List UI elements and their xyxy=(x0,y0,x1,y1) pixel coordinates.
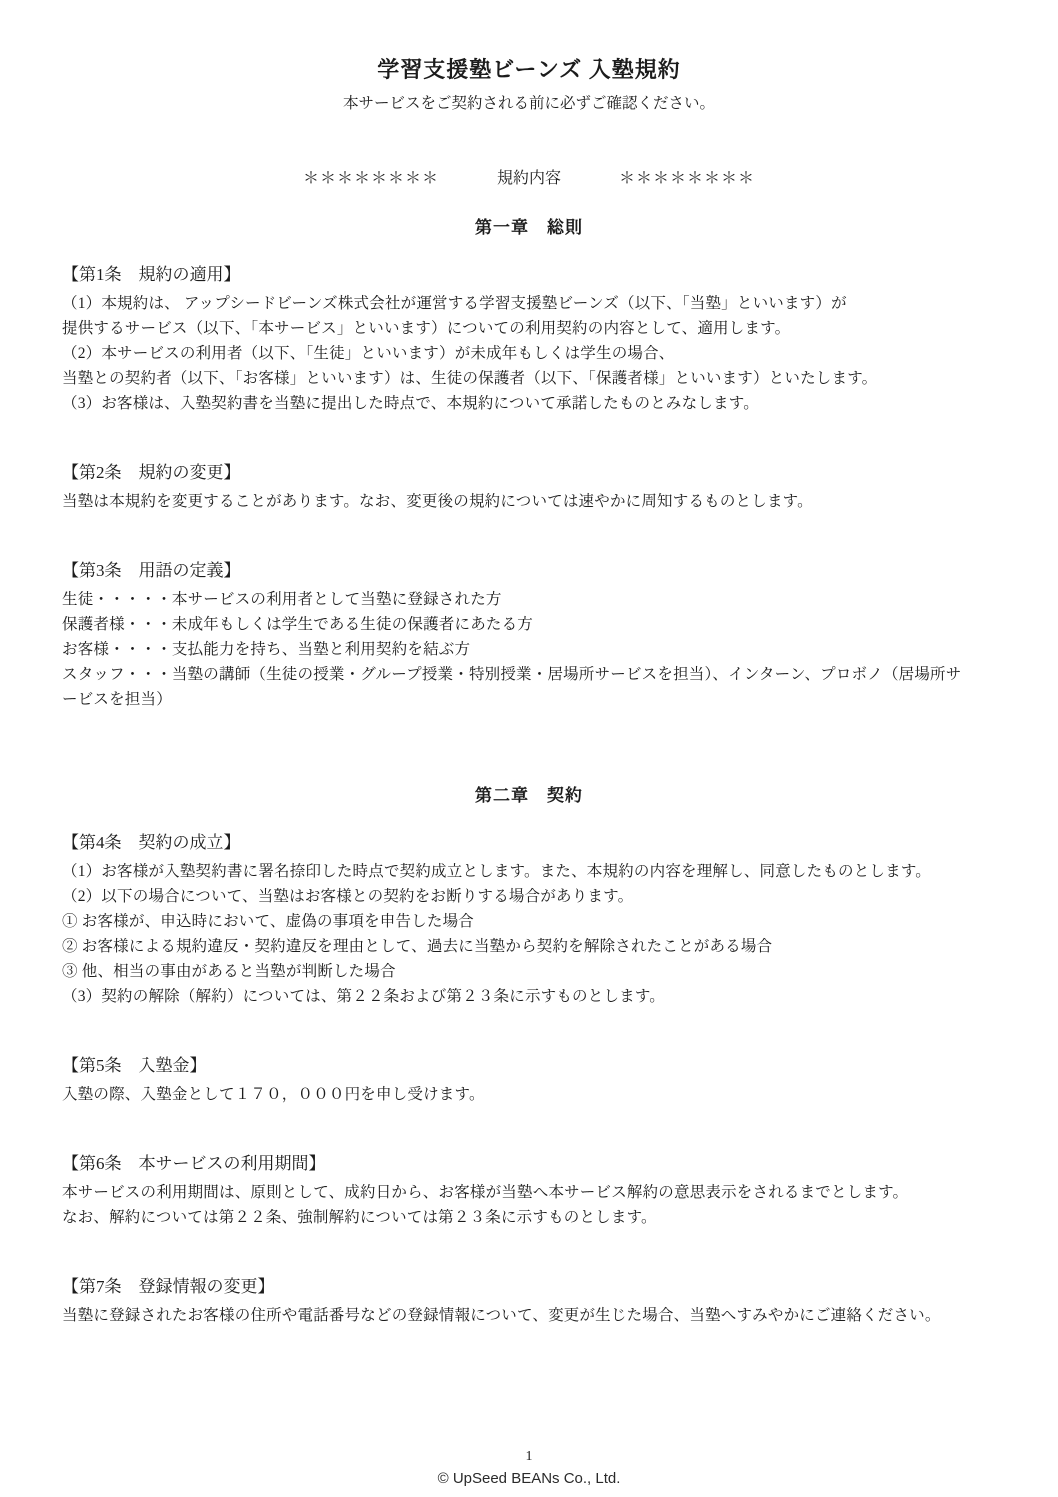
divider-label: 規約内容 xyxy=(496,170,561,187)
article-4-line: （3）契約の解除（解約）については、第２２条および第２３条に示すものとします。 xyxy=(62,988,666,1005)
article-4 xyxy=(62,830,996,1009)
article-5 xyxy=(62,1053,996,1107)
divider-asterisks-right: ＊＊＊＊＊＊＊＊ xyxy=(619,170,756,187)
contents-divider xyxy=(62,168,996,190)
article-3-line: 保護者様・・・未成年もしくは学生である生徒の保護者にあたる方 xyxy=(62,616,534,633)
chapter-1-heading: 第一章 総則 xyxy=(475,218,583,237)
article-4-line: ① お客様が、申込時において、虚偽の事項を申告した場合 xyxy=(62,913,474,930)
article-1-line: 当塾との契約者（以下、「お客様」といいます）は、生徒の保護者（以下、「保護者様」といいます）といたします。 xyxy=(62,370,878,387)
article-3-line: ービスを担当） xyxy=(62,691,172,708)
article-3-line: お客様・・・・支払能力を持ち、当塾と利用契約を結ぶ方 xyxy=(62,641,471,658)
article-1-line: （1）本規約は、 アップシードビーンズ株式会社が運営する学習支援塾ビーンズ（以下、「当塾」といいます）が xyxy=(62,295,847,312)
article-1-line: （3）お客様は、入塾契約書を当塾に提出した時点で、本規約について承諾したものとみなします。 xyxy=(62,395,759,412)
copyright-notice: © UpSeed BEANs Co., Ltd. xyxy=(437,1470,621,1487)
doc-title: 学習支援塾ビーンズ 入塾規約 xyxy=(377,57,681,82)
page-number: 1 xyxy=(525,1449,533,1464)
article-5-line: 入塾の際、入塾金として１７０，０００円を申し受けます。 xyxy=(62,1086,485,1103)
article-4-line: （1）お客様が入塾契約書に署名捺印した時点で契約成立とします。また、本規約の内容を理解し、同意したものとします。 xyxy=(62,863,931,880)
article-4-line: ② お客様による規約違反・契約違反を理由として、過去に当塾から契約を解除されたことがある場合 xyxy=(62,938,773,955)
article-6-line: 本サービスの利用期間は、原則として、成約日から、お客様が当塾へ本サービス解約の意思表示をされるまでとします。 xyxy=(62,1184,909,1201)
article-3 xyxy=(62,558,996,712)
article-3-heading: 【第3条 用語の定義】 xyxy=(62,561,241,580)
article-4-heading: 【第4条 契約の成立】 xyxy=(62,833,241,852)
article-7 xyxy=(62,1274,996,1328)
article-7-line: 当塾に登録されたお客様の住所や電話番号などの登録情報について、変更が生じた場合、当塾へすみやかにご連絡ください。 xyxy=(62,1307,941,1324)
article-1 xyxy=(62,262,996,416)
article-3-line: 生徒・・・・・本サービスの利用者として当塾に登録された方 xyxy=(62,591,502,608)
article-6 xyxy=(62,1151,996,1230)
article-1-line: 提供するサービス（以下、「本サービス」といいます）についての利用契約の内容として、適用します。 xyxy=(62,320,791,337)
article-3-line: スタッフ・・・当塾の講師（生徒の授業・グループ授業・特別授業・居場所サービスを担当）、インターン、プロボノ（居場所サ xyxy=(62,666,962,683)
article-1-heading: 【第1条 規約の適用】 xyxy=(62,265,241,284)
article-4-line: ③ 他、相当の事由があると当塾が判断した場合 xyxy=(62,963,396,980)
chapter-2-heading: 第二章 契約 xyxy=(475,786,583,805)
article-2-heading: 【第2条 規約の変更】 xyxy=(62,463,241,482)
article-6-line: なお、解約については第２２条、強制解約については第２３条に示すものとします。 xyxy=(62,1209,657,1226)
article-2 xyxy=(62,460,996,514)
page-footer xyxy=(0,1448,1058,1488)
article-7-heading: 【第7条 登録情報の変更】 xyxy=(62,1277,275,1296)
article-1-line: （2）本サービスの利用者（以下、「生徒」といいます）が未成年もしくは学生の場合、 xyxy=(62,345,675,362)
doc-subtitle: 本サービスをご契約される前に必ずご確認ください。 xyxy=(342,95,715,112)
article-6-heading: 【第6条 本サービスの利用期間】 xyxy=(62,1154,326,1173)
article-4-line: （2）以下の場合について、当塾はお客様との契約をお断りする場合があります。 xyxy=(62,888,634,905)
divider-asterisks-left: ＊＊＊＊＊＊＊＊ xyxy=(302,170,439,187)
article-2-line: 当塾は本規約を変更することがあります。なお、変更後の規約については速やかに周知するものとします。 xyxy=(62,493,813,510)
article-5-heading: 【第5条 入塾金】 xyxy=(62,1056,207,1075)
